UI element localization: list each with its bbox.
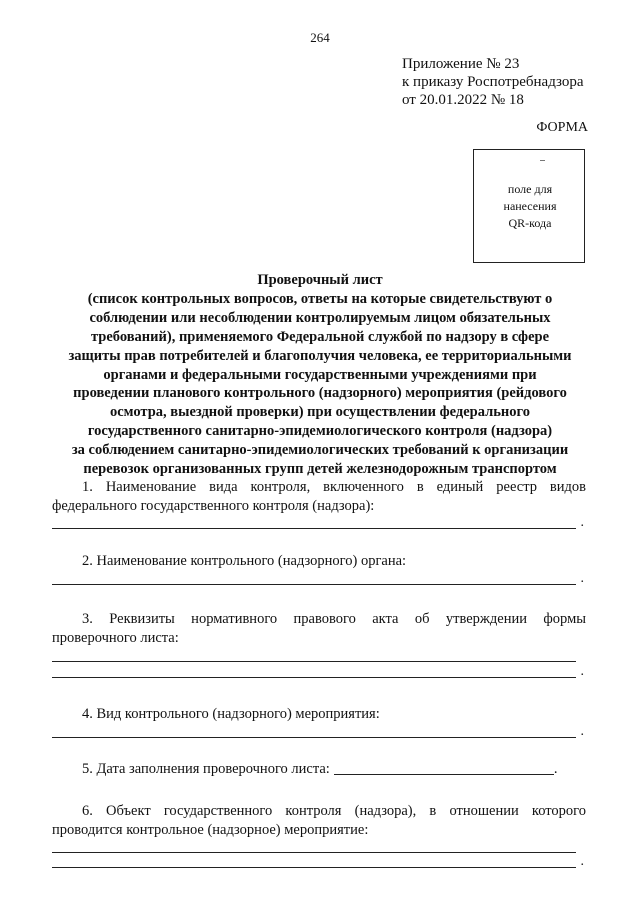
field-control-object-text-line-2: проводится контрольное (надзорное) мероприятие:	[52, 822, 369, 838]
title-line: органами и федеральными государственными учреждениями при	[103, 366, 537, 383]
field-control-type-text-line-1: 1. Наименование вида контроля, включенного в единый реестр видов	[82, 479, 586, 495]
page-number: 264	[310, 30, 330, 45]
checklist-title	[40, 271, 600, 479]
field-control-object	[52, 802, 586, 868]
field-control-body-text: 2. Наименование контрольного (надзорного) органа:	[82, 553, 407, 569]
field-control-object-input-line-2[interactable]	[52, 854, 584, 869]
line-end-period: .	[580, 664, 584, 679]
qr-code-field	[473, 149, 585, 263]
field-normative-act-input-line-1[interactable]	[52, 661, 576, 662]
field-fill-date-text: 5. Дата заполнения проверочного листа:	[82, 761, 330, 777]
field-fill-date	[52, 760, 586, 779]
appendix-header	[402, 55, 584, 109]
field-normative-act-input-line-2[interactable]	[52, 664, 584, 679]
title-line: соблюдении или несоблюдении контролируемым лицом обязательных	[89, 309, 551, 326]
qr-label-line-3: QR-кода	[508, 216, 552, 230]
title-line: проведении планового контрольного (надзорного) мероприятия (рейдового	[73, 385, 567, 402]
field-control-object-text-line-1: 6. Объект государственного контроля (надзора), в отношении которого	[82, 803, 586, 819]
field-control-type-input-line[interactable]	[52, 515, 584, 530]
field-normative-act-text-line-2: проверочного листа:	[52, 630, 179, 646]
field-event-type-input-line[interactable]	[52, 724, 584, 739]
title-line: защиты прав потребителей и благополучия человека, ее территориальными	[68, 347, 572, 364]
appendix-order-reference: к приказу Роспотребнадзора	[402, 74, 584, 90]
title-line: требований), применяемого Федеральной службой по надзору в сфере	[90, 328, 550, 345]
title-line: государственного санитарно-эпидемиологического контроля (надзора)	[87, 423, 553, 440]
title-line: Проверочный лист	[257, 272, 383, 288]
field-fill-date-row	[52, 760, 586, 779]
title-line: перевозок организованных групп детей железнодорожным транспортом	[83, 461, 557, 478]
qr-box-mark	[540, 160, 545, 161]
field-control-type	[52, 478, 586, 529]
field-control-type-text-line-2: федерального государственного контроля (надзора):	[52, 498, 375, 514]
qr-label-line-1: поле для	[507, 182, 553, 196]
line-end-period: .	[553, 761, 558, 777]
appendix-number: Приложение № 23	[402, 56, 520, 72]
appendix-order-date: от 20.01.2022 № 18	[402, 92, 524, 108]
qr-code-field-label	[474, 181, 586, 232]
form-label: ФОРМА	[536, 120, 588, 135]
field-control-object-input-line-1[interactable]	[52, 852, 576, 853]
field-control-body	[52, 552, 586, 585]
field-event-type	[52, 705, 586, 738]
field-normative-act-text-line-1: 3. Реквизиты нормативного правового акта об утверждении формы	[82, 611, 586, 627]
line-end-period: .	[580, 515, 584, 530]
title-line: (список контрольных вопросов, ответы на которые свидетельствуют о	[87, 290, 553, 307]
field-control-body-input-line[interactable]	[52, 571, 584, 586]
title-line: за соблюдением санитарно-эпидемиологических требований к организации	[71, 442, 569, 459]
field-fill-date-input-line[interactable]	[334, 774, 554, 775]
line-end-period: .	[580, 571, 584, 586]
field-event-type-text: 4. Вид контрольного (надзорного) мероприятия:	[82, 706, 380, 722]
checklist-fields	[52, 478, 586, 868]
qr-label-line-2: нанесения	[503, 199, 557, 213]
line-end-period: .	[580, 854, 584, 869]
field-normative-act	[52, 610, 586, 678]
title-line: осмотра, выездной проверки) при осуществлении федерального	[110, 404, 530, 421]
line-end-period: .	[580, 724, 584, 739]
